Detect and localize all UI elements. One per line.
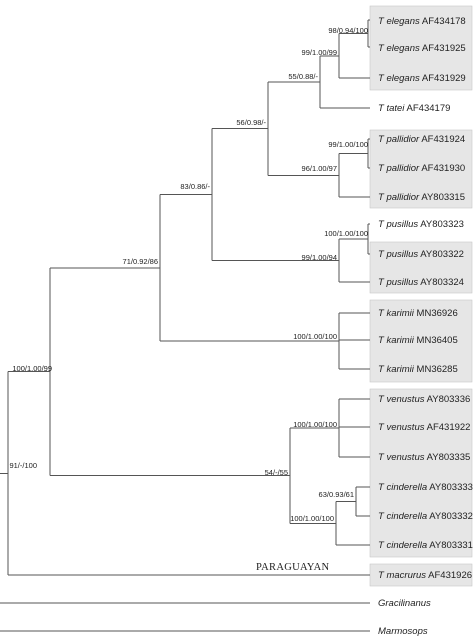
taxon-species: venustus [386,422,425,433]
taxon-label-outgroup [378,626,428,636]
taxon-species: cinderella [386,540,428,551]
taxon-name [378,364,415,375]
taxon-accession: AF431929 [421,73,466,84]
taxon-accession: AY803333 [429,482,473,493]
taxon-species: pallidior [386,163,420,174]
taxon-label [378,540,473,551]
taxon-name [378,73,420,84]
taxon-species: pallidior [386,192,420,203]
taxon-accession: MN36405 [416,335,458,346]
taxon-genus: T [378,540,384,551]
taxon-accession: AF431925 [421,43,466,54]
taxon-name [378,570,426,581]
taxon-species: pusillus [386,249,419,260]
taxon-genus: T [378,364,384,375]
tree-branches [0,20,370,631]
taxon-accession: AY803331 [429,540,473,551]
taxon-accession: AF431924 [421,134,466,145]
node-support: 56/0.98/- [236,118,266,127]
taxon-genus: T [378,163,384,174]
taxon-accession: AY803323 [420,219,464,230]
node-support: 99/1.00/100 [328,140,368,149]
taxon-accession: AF431926 [428,570,473,581]
taxon-species: pallidior [386,134,420,145]
taxon-name [378,452,425,463]
taxon-name [378,394,425,405]
node-support: 98/0.94/100 [328,26,368,35]
taxon-label [378,422,470,433]
taxon-name [378,103,405,114]
taxon-label [378,277,464,288]
clade-box-venustus-cinderella [370,389,472,557]
taxon-species: elegans [386,43,420,54]
taxon-name [378,134,420,145]
taxon-name [378,192,420,203]
taxon-species: venustus [386,452,425,463]
taxon-name [378,540,427,551]
node-support: 83/0.86/- [180,182,210,191]
taxon-genus: T [378,570,384,581]
taxon-genus: T [378,134,384,145]
group-label: PARAGUAYAN [256,562,330,573]
taxon-genus: T [378,452,384,463]
taxon-label [378,134,465,145]
taxon-genus: T [378,277,384,288]
taxon-accession: AF431922 [426,422,471,433]
taxon-label [378,43,466,54]
taxon-name [378,219,418,230]
taxon-species: karimii [386,364,414,375]
taxon-species: karimii [386,308,414,319]
taxon-name [378,16,420,27]
taxon-accession: AF434178 [421,16,466,27]
taxon-accession: AY803332 [429,511,473,522]
taxon-genus: T [378,192,384,203]
node-support: 63/0.93/61 [318,490,354,499]
taxon-label [378,16,466,27]
taxon-name [378,249,418,260]
taxon-label [378,249,464,260]
taxon-label [378,73,466,84]
node-support: 100/1.00/99 [12,364,52,373]
taxon-name [378,482,427,493]
taxon-species: elegans [386,16,420,27]
node-support: 96/1.00/97 [301,164,337,173]
taxon-name [378,511,427,522]
taxon-accession: MN36285 [416,364,458,375]
taxon-genus: T [378,335,384,346]
node-support: 100/1.00/100 [293,420,337,429]
taxon-species: Gracilinanus [378,598,431,609]
taxon-label-outgroup [378,598,431,609]
taxon-label [378,394,470,405]
taxon-name [378,422,425,433]
taxon-genus: T [378,308,384,319]
taxon-label [378,364,458,375]
taxon-species: karimii [386,335,414,346]
node-support: 99/1.00/94 [301,253,337,262]
node-support: 91/-/100 [9,461,37,470]
taxon-genus: T [378,394,384,405]
taxon-genus: T [378,73,384,84]
taxon-label [378,570,472,581]
taxon-genus: T [378,249,384,260]
taxon-species: venustus [386,394,425,405]
taxon-genus: T [378,219,384,230]
taxon-species: Marmosops [378,626,428,636]
taxon-species: pusillus [386,277,419,288]
taxon-label [378,511,473,522]
taxon-name [378,43,420,54]
taxon-genus: T [378,422,384,433]
taxon-name [378,163,420,174]
node-support: 99/1.00/99 [301,48,337,57]
taxon-label [378,163,465,174]
node-support: 100/1.00/100 [324,229,368,238]
taxon-label [378,103,450,114]
taxon-label [378,308,458,319]
node-support: 55/0.88/- [288,72,318,81]
taxon-accession: AY803336 [426,394,471,405]
node-support: 100/1.00/100 [293,332,337,341]
taxon-accession: AY803335 [426,452,471,463]
node-support: 71/0.92/86 [122,257,158,266]
taxon-name [378,335,415,346]
node-support: 100/1.00/100 [290,514,334,523]
taxon-genus: T [378,482,384,493]
taxon-accession: MN36926 [416,308,458,319]
taxon-label [378,335,458,346]
taxon-genus: T [378,43,384,54]
taxon-accession: AY803324 [420,277,464,288]
taxon-genus: T [378,16,384,27]
taxon-species: elegans [386,73,420,84]
taxon-name [378,308,415,319]
taxon-label [378,482,473,493]
node-support: 54/-/55 [264,468,288,477]
taxon-accession: AY803315 [421,192,465,203]
taxon-accession: AF431930 [421,163,466,174]
taxon-species: tatei [386,103,405,114]
taxon-genus: T [378,511,384,522]
taxon-label [378,452,470,463]
taxon-label [378,192,465,203]
taxon-genus: T [378,103,384,114]
taxon-name [378,277,418,288]
taxon-species: cinderella [386,511,428,522]
taxon-species: pusillus [386,219,419,230]
taxon-label [378,219,464,230]
taxon-accession: AF434179 [406,103,451,114]
taxon-species: macrurus [386,570,427,581]
taxon-species: cinderella [386,482,428,493]
taxon-accession: AY803322 [420,249,464,260]
